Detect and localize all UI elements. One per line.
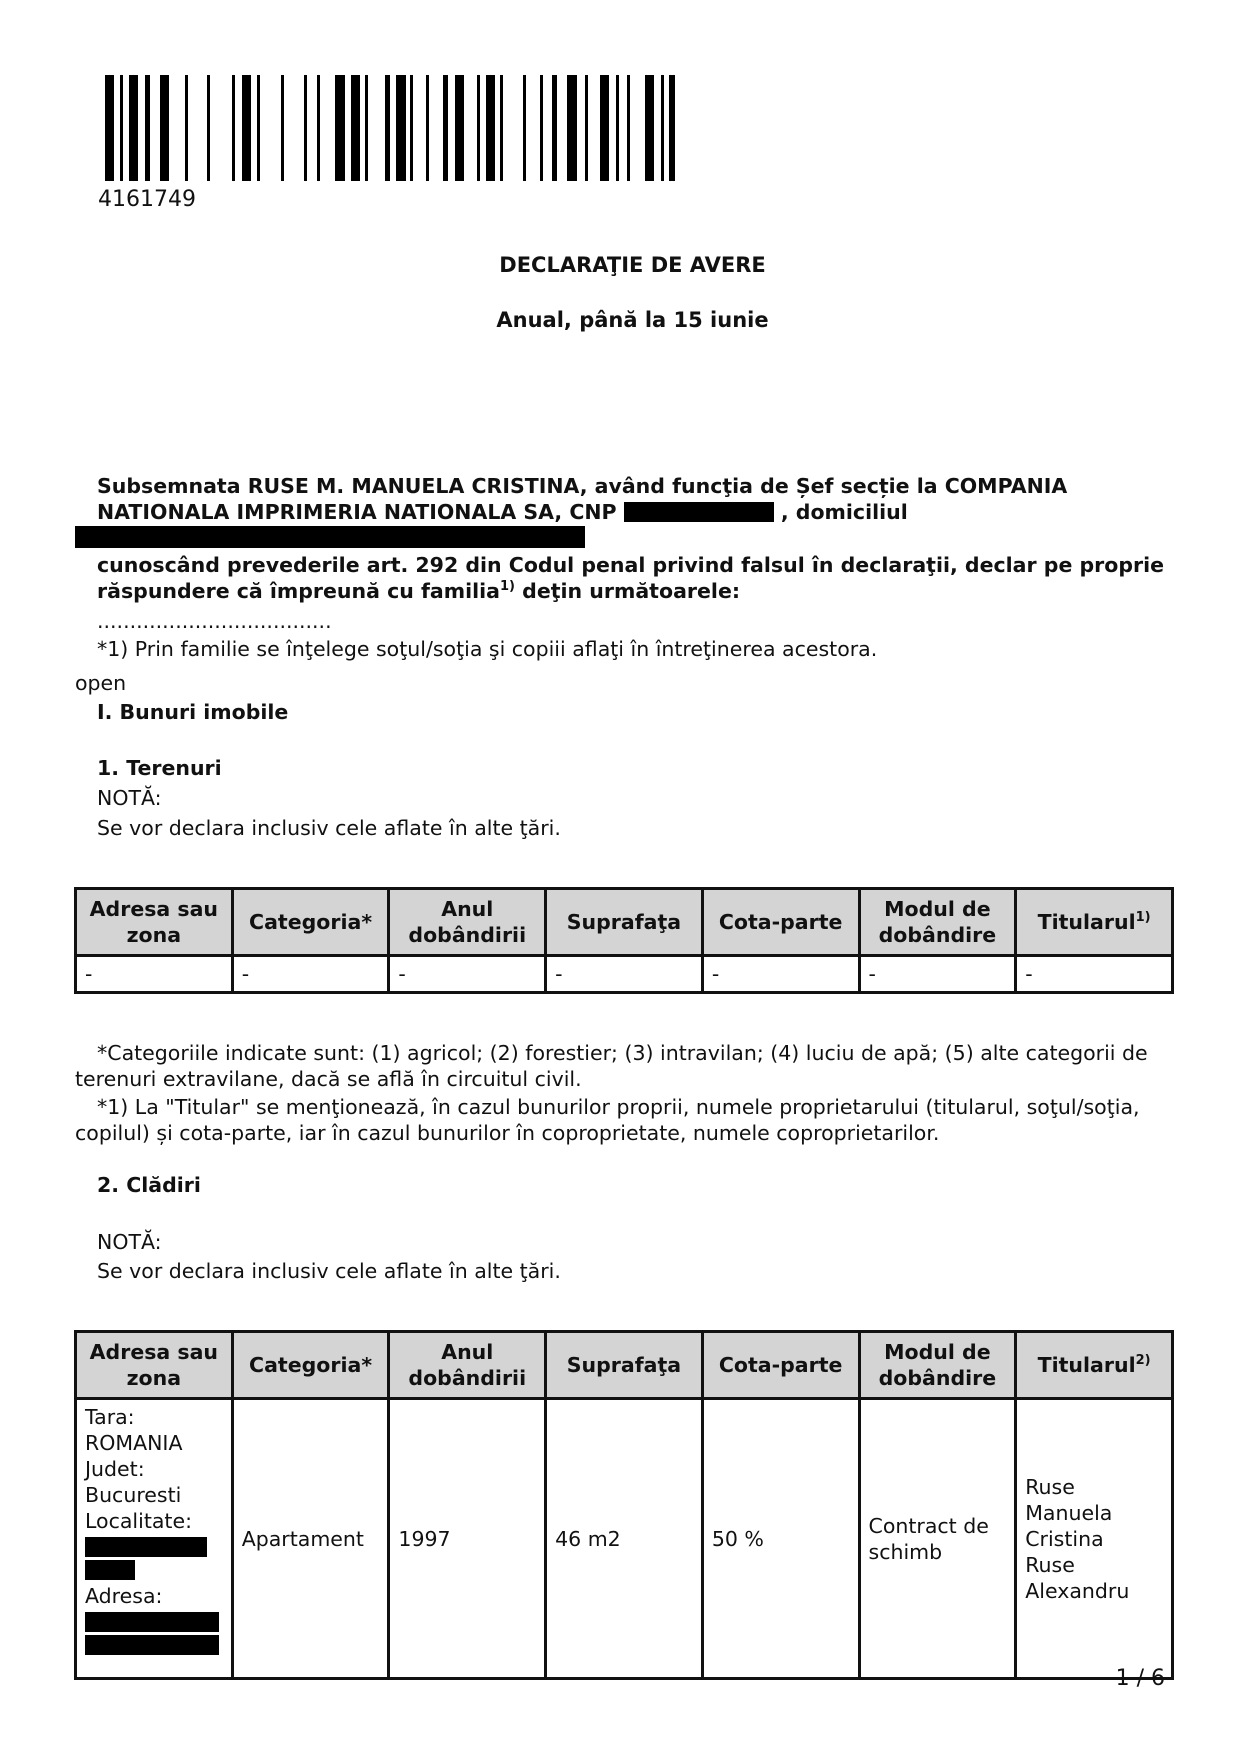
terenuri-header-row — [76, 889, 1173, 956]
cladiri-table — [74, 1330, 1174, 1680]
table-cell: - — [1016, 956, 1173, 993]
header-cota: Cota-parte — [702, 889, 859, 956]
header-anul: Anul dobândirii — [389, 1332, 546, 1399]
header-titular — [1016, 889, 1173, 956]
judet-label: Judet: — [85, 1457, 145, 1481]
titular-line: Manuela — [1025, 1500, 1113, 1525]
judet-value: Bucuresti — [85, 1483, 182, 1507]
footnote-family: *1) Prin familie se înţelege soţul/soţia şi copiii aflaţi în întreţinerea acestora. — [97, 637, 878, 661]
table-cell: - — [232, 956, 389, 993]
header-modul: Modul de dobândire — [859, 1332, 1016, 1399]
terenuri-table — [74, 887, 1174, 994]
redacted-cnp — [624, 502, 774, 522]
header-titular-sup: 2) — [1135, 1353, 1151, 1368]
intro-text-1: Subsemnata RUSE M. MANUELA CRISTINA, având funcţia de Șef secție la COMPANIA NATIONALA IMPRIMERIA NATIONALA SA, CNP — [97, 474, 1068, 524]
table-row — [76, 956, 1173, 993]
header-modul: Modul de dobândire — [859, 889, 1016, 956]
titular-line: Cristina — [1025, 1526, 1104, 1551]
header-suprafata: Suprafaţa — [546, 1332, 703, 1399]
cell-anul: 1997 — [389, 1399, 546, 1679]
cell-titular — [1016, 1399, 1173, 1679]
adresa-label: Adresa: — [85, 1584, 163, 1608]
cell-cota: 50 % — [702, 1399, 859, 1679]
table-cell: - — [546, 956, 703, 993]
titular-line: Alexandru — [1025, 1578, 1130, 1603]
tara-label: Tara: — [85, 1405, 135, 1429]
header-cota: Cota-parte — [702, 1332, 859, 1399]
table-cell: - — [389, 956, 546, 993]
header-titular-text: Titularul — [1037, 1353, 1136, 1377]
titular-line: Ruse — [1025, 1552, 1075, 1577]
header-adresa: Adresa sau zona — [76, 1332, 233, 1399]
intro-text-4: deţin următoarele: — [515, 579, 741, 603]
table-cell: - — [859, 956, 1016, 993]
cell-suprafata: 46 m2 — [546, 1399, 703, 1679]
header-categoria: Categoria* — [232, 889, 389, 956]
cladiri-nota-text: Se vor declara inclusiv cele aflate în alte ţări. — [97, 1259, 561, 1283]
note-categories — [75, 1040, 1173, 1092]
cell-categoria: Apartament — [232, 1399, 389, 1679]
header-anul: Anul dobândirii — [389, 889, 546, 956]
barcode — [105, 75, 675, 181]
cladiri-header-row — [76, 1332, 1173, 1399]
section-1-heading: I. Bunuri imobile — [97, 700, 289, 724]
note-titular-text: *1) La "Titular" se menţionează, în cazul bunurilor proprii, numele proprietarului (titularul, soţul/soţia, copilul) și cota-parte, iar în cazul bunurilor în coproprietate, numele coproprietarilor. — [75, 1095, 1140, 1145]
open-label: open — [75, 671, 127, 695]
dots-line: .................................... — [97, 609, 332, 633]
redacted-adresa-2 — [85, 1635, 219, 1655]
intro-paragraph-2 — [75, 552, 1173, 604]
localitate-label: Localitate: — [85, 1509, 192, 1533]
redacted-localitate — [85, 1537, 207, 1557]
document-title: DECLARAŢIE DE AVERE — [499, 253, 766, 277]
note-titular — [75, 1094, 1173, 1146]
cell-modul: Contract de schimb — [859, 1399, 1016, 1679]
header-titular-text: Titularul — [1037, 910, 1136, 934]
table-cell: - — [76, 956, 233, 993]
redacted-adresa — [85, 1612, 219, 1632]
note-categories-text: *Categoriile indicate sunt: (1) agricol; (2) forestier; (3) intravilan; (4) luciu de apă; (5) alte categorii de terenuri extravilane, dacă se află în circuitul civil. — [75, 1041, 1148, 1091]
header-titular-sup: 1) — [1135, 910, 1151, 925]
header-titular — [1016, 1332, 1173, 1399]
barcode-number: 4161749 — [98, 187, 196, 212]
header-adresa: Adresa sau zona — [76, 889, 233, 956]
redacted-address-line — [75, 525, 585, 551]
document-subtitle: Anual, până la 15 iunie — [496, 308, 769, 332]
table-row — [76, 1399, 1173, 1679]
header-suprafata: Suprafaţa — [546, 889, 703, 956]
tara-value: ROMANIA — [85, 1431, 183, 1455]
header-categoria: Categoria* — [232, 1332, 389, 1399]
page-number: 1 / 6 — [1115, 1666, 1165, 1691]
redacted-localitate-2 — [85, 1560, 135, 1580]
redacted-address — [75, 526, 585, 548]
intro-text-2: , domiciliul — [780, 500, 908, 524]
terenuri-nota-text: Se vor declara inclusiv cele aflate în alte ţări. — [97, 816, 561, 840]
terenuri-nota-label: NOTĂ: — [97, 786, 162, 810]
intro-text-3: cunoscând prevederile art. 292 din Codul penal privind falsul în declaraţii, declar pe proprie răspundere că împreună cu familia — [97, 553, 1165, 603]
cladiri-heading: 2. Clădiri — [97, 1173, 201, 1197]
table-cell: - — [702, 956, 859, 993]
titular-line: Ruse — [1025, 1474, 1075, 1499]
intro-sup: 1) — [500, 579, 516, 594]
cell-adresa — [76, 1399, 233, 1679]
cladiri-nota-label: NOTĂ: — [97, 1230, 162, 1254]
terenuri-heading: 1. Terenuri — [97, 756, 222, 780]
